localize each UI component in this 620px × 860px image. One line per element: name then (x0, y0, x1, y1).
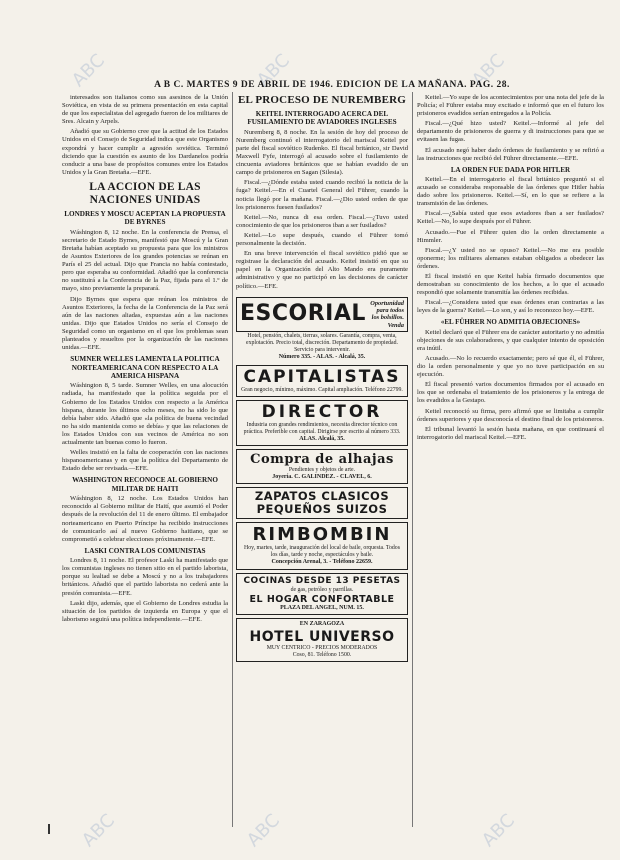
section-heading: LA ACCION DE LAS NACIONES UNIDAS (89, 180, 201, 206)
paragraph: Nuremberg 8, 8 noche. En la sesión de hoy del proceso de Nuremberg continuó el interrogatorio del mariscal Keitel por parte del fiscal soviético Rudenko. El fiscal británico, sir David Maxwell Fyfe, interrogó al acusado sobre el fusilamiento de cincuenta aviadores británicos que se habían evadido de un campo de prisioneros en Sagan (Silesia). (236, 128, 408, 177)
paragraph: Fiscal.—¿Considera usted que esas órdenes eran contrarias a las leyes de la guerra? Keitel.—Lo son, y así lo reconozco hoy.—EFE. (417, 299, 604, 315)
paragraph: Wáshington 8, 5 tarde. Sumner Welles, en una alocución radiada, ha manifestado que la política seguida por el Gobierno de los Estados Unidos con respecto a la América hispana, durante los últimos ocho meses, no ha sido lo que debía haber sido. Añadió que «la política de buena vecindad no ha sido mantenida como se debía» y que las relaciones de los Estados Unidos con sus vecinos de América no son actualmente tan buenas como lo fueron. (62, 382, 228, 447)
paragraph: Welles insistió en la falta de cooperación con las naciones hispanoamericanas y en que la política del Departamento de Estado debe ser revisada.—EFE. (62, 449, 228, 473)
paragraph: El fiscal insistió en que Keitel había firmado documentos que demostraban su conocimiento de los hechos, a lo que el acusado respondió que solamente transmitía las órdenes recibidas. (417, 272, 604, 297)
paragraph: Fiscal.—¿Dónde estaba usted cuando recibió la noticia de la fuga? Keitel.—En el Cuartel General del Führer, cuando la noticia llegó por la mañana. Fiscal.—¿Dio usted orden de que los prisioneros fuesen fusilados? (236, 179, 408, 211)
left-column (62, 94, 228, 626)
column-divider (232, 92, 233, 827)
paragraph: Londres 8, 11 noche. El profesor Laski ha manifestado que los comunistas ingleses no tienen sitio en el partido laborista, porque su lealtad se debe a Moscú y no a los trabajadores británicos. Añadió que el partido laborista no cederá ante la presión comunista.—EFE. (62, 557, 228, 597)
column-divider (412, 92, 413, 827)
article-headline: EL PROCESO DE NUREMBERG (237, 94, 407, 106)
paragraph: Dijo Byrnes que espera que reúnan los ministros de Asuntos Exteriores, la fecha de la Conferencia de la Paz será aún de las naciones aliadas, expuestas aún a las naciones unidas. Dijo que Estados Unidos no sería el Consejo de Seguridad como un organismo en el que los problemas sean planteados y resueltos por la organización de las naciones unidas.—EFE. (62, 295, 228, 352)
ad-tagline: Oportunidad para todos los bolsillos. Venda (370, 299, 404, 329)
watermark: ABC (77, 810, 119, 851)
paragraph: El acusado negó haber dado órdenes de fusilamiento y se refirió a las instrucciones que recibió del Führer directamente.—EFE. (417, 146, 604, 162)
ad-escorial (236, 297, 408, 333)
paragraph: Fiscal.—¿Qué hizo usted? Keitel.—Informé al jefe del departamento de prisioneros de guerra y di instrucciones para que se evitasen las fugas. (417, 120, 604, 144)
article-headline: LONDRES Y MOSCU ACEPTAN LA PROPUESTA DE BYRNES (64, 209, 226, 227)
ad-title: HOTEL UNIVERSO (249, 628, 395, 645)
ad-body: MUY CENTRICO - PRECIOS MODERADOS (266, 644, 378, 651)
paragraph: Keitel.—Lo supe después, cuando el Führer tomó personalmente la decisión. (236, 231, 408, 248)
section-headline: «EL FÜHRER NO ADMITIA OBJECIONES» (440, 318, 581, 327)
watermark: ABC (252, 50, 294, 91)
ad-body: Gran negocio, mínimo, máximo. Capital ampliación. Teléfono 22799. (241, 386, 403, 393)
ad-line: PLAZA DEL ANGEL, NUM. 15. (280, 604, 364, 611)
ad-line: COCINAS DESDE 13 PESETAS (243, 575, 401, 586)
ad-title: CAPITALISTAS (243, 366, 401, 387)
watermark: ABC (467, 50, 509, 91)
ad-capitalistas (236, 365, 408, 397)
ad-address: Joyería. C. GALINDEZ. - CLAVEL, 6. (272, 474, 372, 481)
article-headline: SUMNER WELLES LAMENTA LA POLITICA NORTEAMERICANA CON RESPECTO A LA AMERICA HISPANA (70, 355, 220, 380)
paragraph: Keitel declaró que el Führer era de carácter autoritario y no admitía objeciones de sus colaboradores, y que cualquier intento de oposición era inútil. (417, 328, 604, 352)
section-headline: LA ORDEN FUE DADA POR HITLER (450, 165, 571, 174)
ad-body: Hoy, martes, tarde, inauguración del local de baile, orquesta. Todos los días, tarde y noche, espectáculos y baile. (244, 545, 400, 559)
paragraph: interesados son italianos como sus asesinos de la Unión Soviética, en vista de su primera presentación en esta capital de que los especialistas del agregado fueron de los militares de Sres. Alcain y Arpels. (62, 94, 228, 126)
ad-city: EN ZARAGOZA (299, 621, 345, 628)
paragraph: Añadió que su Gobierno cree que la actitud de los Estados Unidos en el Consejo de Seguridad indica que este Organismo expondrá y hacer cumplir a agresión soviética. Terminó diciendo que la cuestión es asunto de los Dardanelos podría conducir a una base de propósitos comunes entre los Estados Unidos y la Gran Bretaña.—EFE. (62, 128, 228, 176)
ad-hotel (236, 618, 408, 661)
watermark: ABC (477, 810, 519, 851)
ad-address: ALAS. Alcalá, 35. (299, 435, 345, 442)
ad-line: EL HOGAR CONFORTABLE (249, 593, 395, 605)
ad-address: Número 335. - ALAS. - Alcalá, 35. (278, 354, 366, 361)
paragraph: Keitel.—Yo supe de los acontecimientos por una nota del jefe de la Policía; el Führer estaba muy excitado e informó que en el futuro los prisioneros evadidos serían entregados a la Policía. (417, 94, 604, 118)
ad-body: Pendientes y objetos de arte. (288, 467, 356, 474)
ad-line: de gas, petróleo y parrillas. (290, 586, 354, 593)
page-margin-mark (48, 824, 50, 834)
ad-address: Coso, 81. Teléfono 1500. (292, 651, 352, 658)
ad-title: ESCORIAL (240, 301, 366, 327)
right-column (417, 94, 604, 444)
article-subhead: KEITEL INTERROGADO ACERCA DEL FUSILAMIENTO DE AVIADORES INGLESES (247, 110, 397, 127)
paragraph: Keitel.—No, nunca di esa orden. Fiscal.—¿Tuvo usted conocimiento de que los prisioneros iban a ser fusilados? (236, 213, 408, 229)
ad-alhajas (236, 449, 408, 484)
ad-title: DIRECTOR (261, 401, 383, 422)
middle-column (236, 94, 408, 665)
watermark: ABC (67, 50, 109, 91)
paragraph: Laski dijo, además, que el Gobierno de Londres estudia la situación de los partidos de izquierda en Europa y que el laborismo seguirá una política independiente.—EFE. (62, 599, 228, 623)
paragraph: El tribunal levantó la sesión hasta mañana, en que continuará el interrogatorio del mariscal Keitel.—EFE. (417, 425, 604, 441)
watermark: ABC (242, 810, 284, 851)
ad-cocinas (236, 573, 408, 615)
ad-title: RIMBOMBIN (252, 524, 392, 546)
ad-title: Compra de alhajas (250, 452, 394, 468)
ad-line: PEQUEÑOS SUIZOS (256, 502, 388, 517)
ad-zapatos (236, 487, 408, 519)
ad-address: Concepción Arenal, 3. - Teléfono 22659. (271, 559, 373, 566)
paragraph: Fiscal.—¿Y usted no se opuso? Keitel.—No me era posible oponerme; los militares alemanes estaban obligados a obedecer las órdenes. (417, 246, 604, 270)
ad-line: ZAPATOS CLASICOS (254, 489, 390, 504)
ad-rimbombin (236, 522, 408, 569)
ad-body: Industria con grandes rendimientos, necesita director técnico con práctica. Preferible con capital. Dirigirse por escrito al número 333. (243, 421, 401, 435)
paragraph: En una breve intervención el fiscal soviético pidió que se registrase la declaración del acusado. Keitel insistió en que su papel en la Organización del Alto Mando era puramente administrativo y que no participó en las decisiones de carácter político.—EFE. (236, 250, 408, 290)
running-head: A B C. MARTES 9 DE ABRIL DE 1946. EDICION DE LA MAÑANA. PAG. 28. (154, 80, 510, 90)
paragraph: Wáshington 8, 12 noche. Los Estados Unidos han reconocido al Gobierno militar de Haití, que asumió el Poder después de la revolución del 11 de enero último. El embajador norteamericano en Puerto Príncipe ha recibido instrucciones de comunicarlo así al nuevo Gobierno haitiano, que se comprometió a celebrar elecciones próximamente.—EFE. (62, 495, 228, 543)
article-headline: LASKI CONTRA LOS COMUNISTAS (84, 546, 206, 555)
paragraph: Fiscal.—¿Sabía usted que esos aviadores iban a ser fusilados? Keitel.—No, lo supe después por el Führer. (417, 210, 604, 226)
ad-body: Hotel, pensión, chalets, tierras, solares. Garantía, compra, venta, explotación. Precio total, discreción. Departamento de propiedad. Servicio para intervenir. (246, 333, 398, 354)
paragraph: Wáshington 8, 12 noche. En la conferencia de Prensa, el secretario de Estado Byrnes, manifestó que Moscú y la Gran Bretaña habían aceptado su propuesta para que los ministros de Asuntos Exteriores de los grandes potencias se reúnan en París el 25 del actual. Dijo que Francia no había contestado, pero que esperaba su conformidad. Añadió que la conferencia no sustituirá a la Conferencia de la Paz, fijada para el 1.º de mayo, sino previamente la preparará. (62, 228, 228, 293)
paragraph: Acusado.—Fue el Führer quien dio la orden directamente a Himmler. (417, 228, 604, 244)
ad-director (236, 400, 408, 446)
article-headline: WASHINGTON RECONOCE AL GOBIERNO MILITAR DE HAITI (72, 476, 218, 493)
paragraph: Acusado.—No lo recuerdo exactamente; pero sé que él, el Führer, dio la orden personalmente y que yo no tuve participación en su ejecución. (417, 354, 604, 379)
paragraph: Keitel.—En el interrogatorio el fiscal británico preguntó si el acusado se consideraba responsable de las órdenes que Hitler había dado sobre los prisioneros. Keitel.—Sí, en lo que se refiere a la transmisión de las órdenes. (417, 175, 604, 208)
paragraph: Keitel reconoció su firma, pero afirmó que se limitaba a cumplir órdenes superiores y que desconocía el destino final de los prisioneros. (417, 407, 604, 423)
paragraph: El fiscal presentó varios documentos firmados por el acusado en los que se ordenaba el tratamiento de los prisioneros y la entrega de los evadidos a la Gestapo. (417, 381, 604, 405)
